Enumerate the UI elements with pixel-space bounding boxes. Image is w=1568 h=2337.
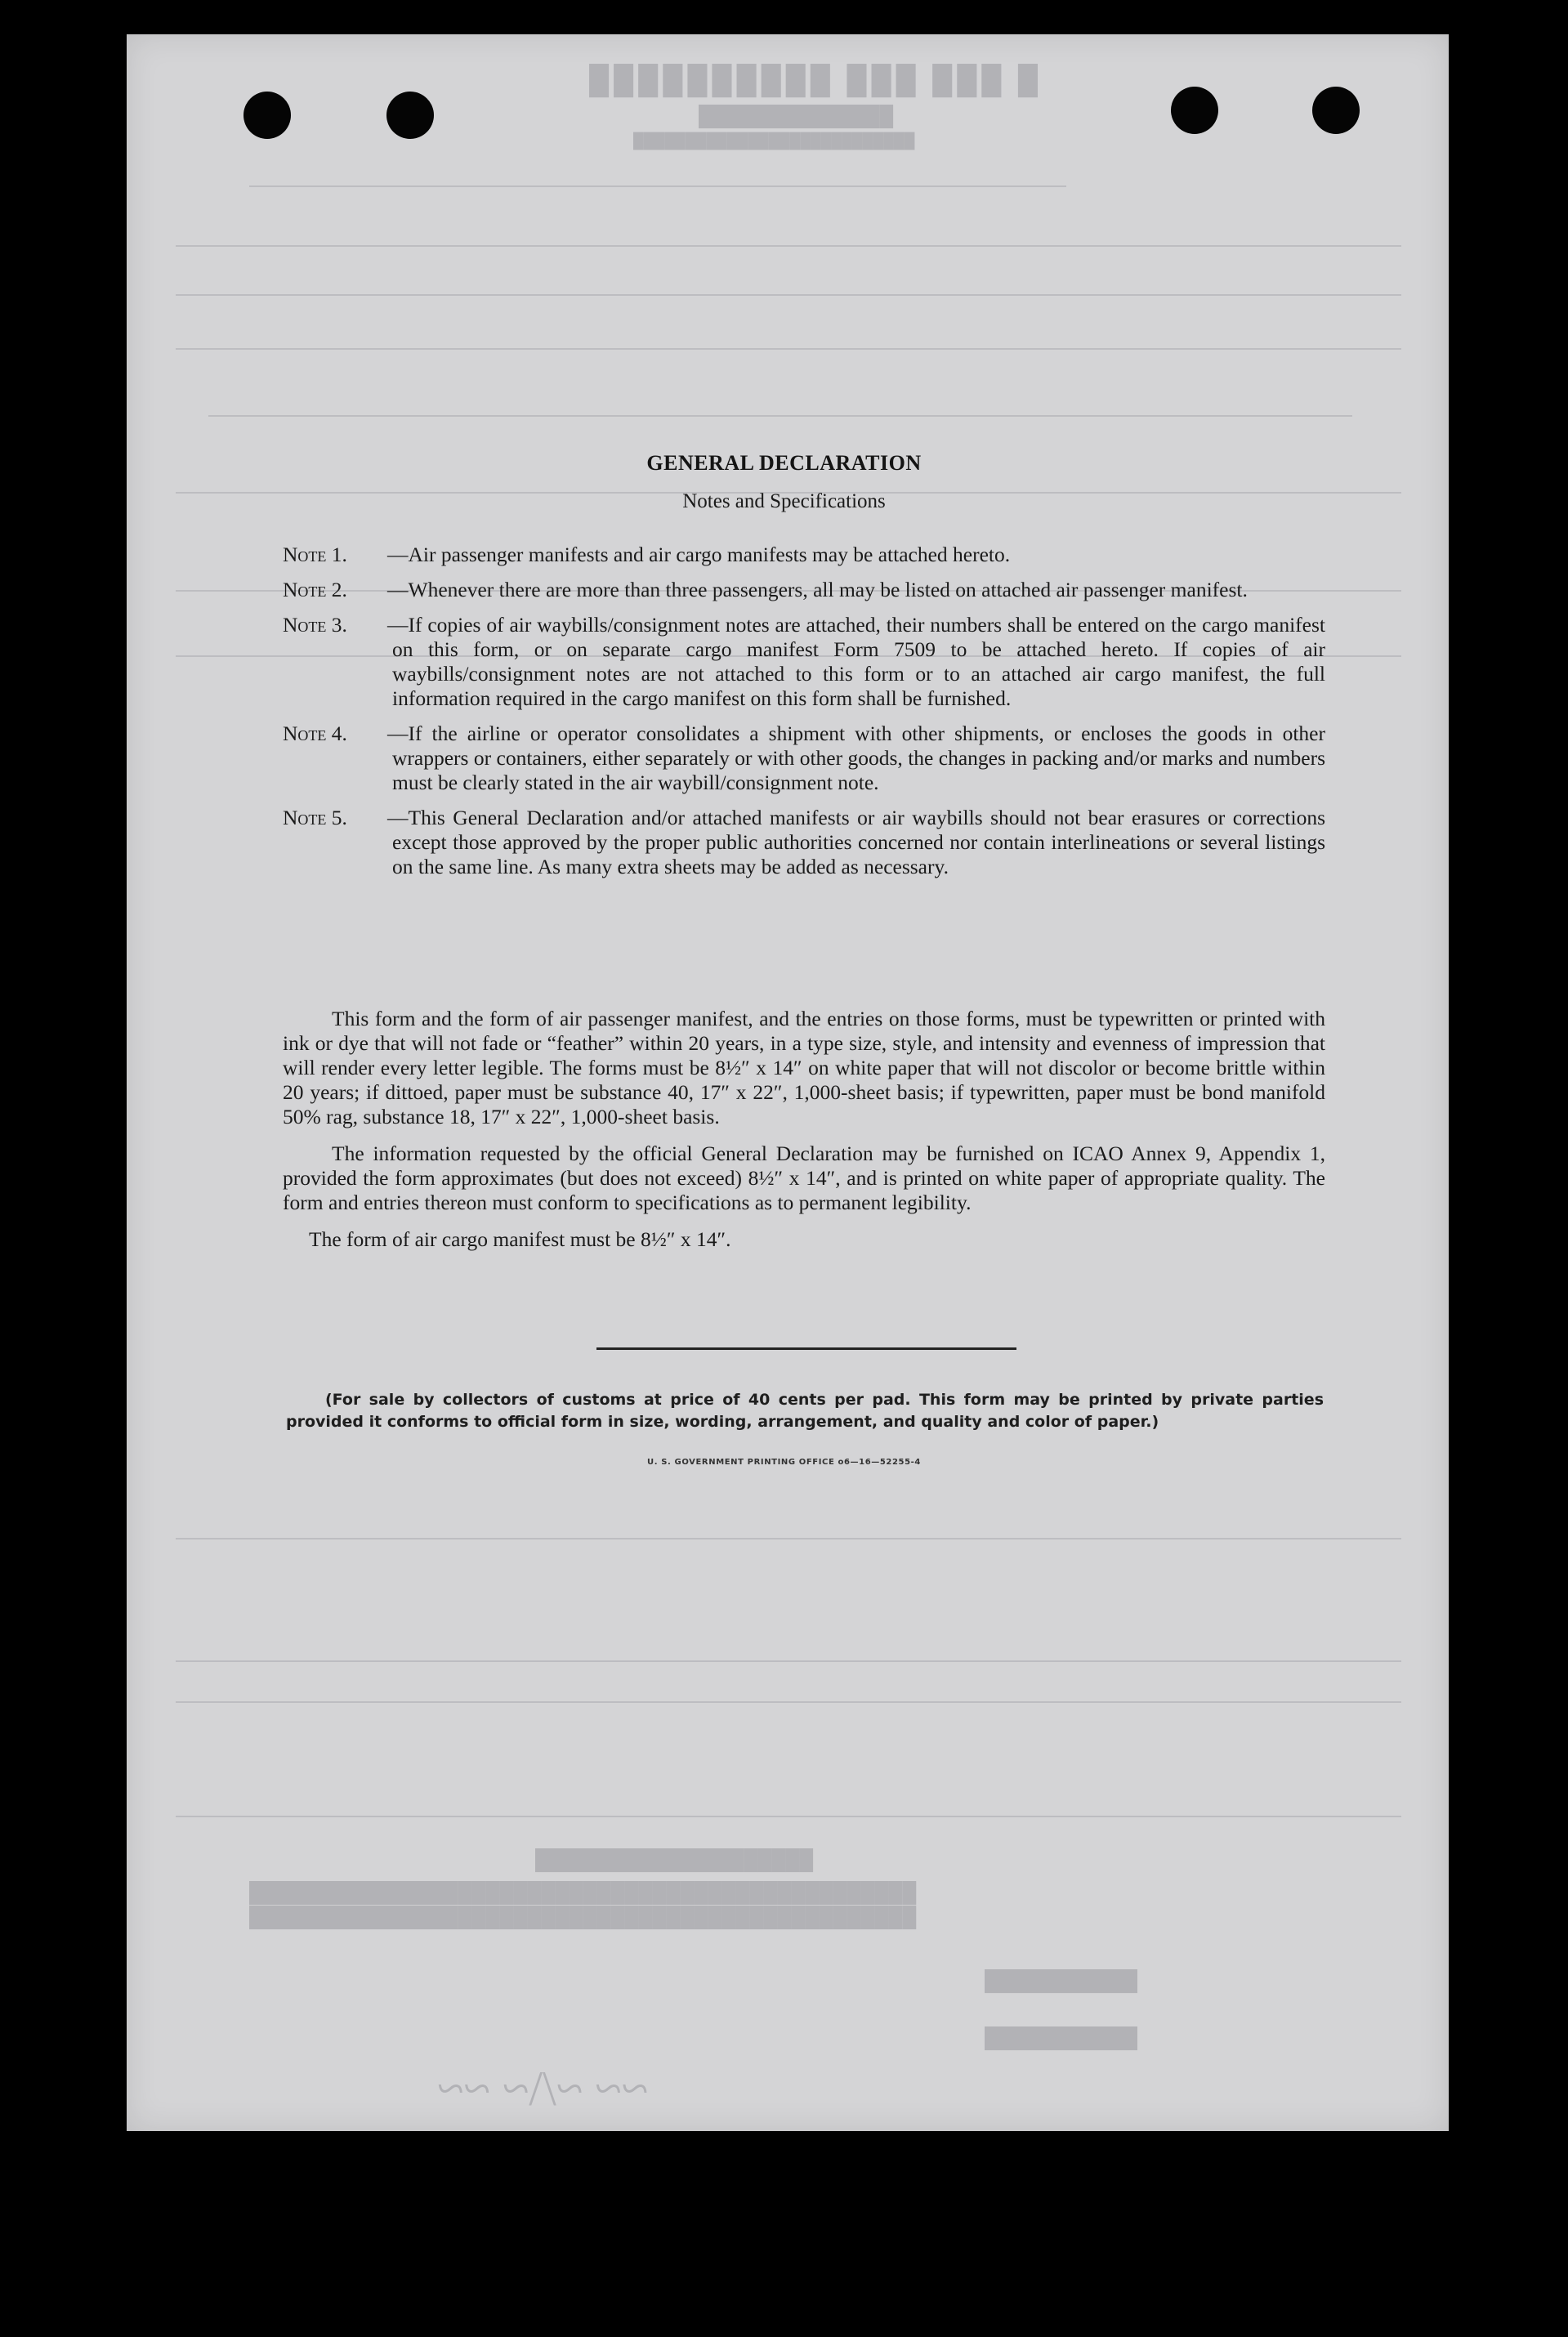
bleed-through-rule [249, 185, 1066, 187]
note-label: Note 3. [283, 613, 347, 637]
sale-note: (For sale by collectors of customs at price of 40 cents per pad. This form may be printed by private parties provided it conforms to official form in size, wording, arrangement, and quality and color of paper.) [286, 1391, 1324, 1431]
note-text: —If the airline or operator consolidates a shipment with other shipments, or encloses the goods in other wrappers or containers, either separately or with other goods, the changes in packing and/or marks and numbers must be clearly stated in the air waybill/consignment note. [387, 722, 1325, 794]
bleed-through-rule [176, 1538, 1401, 1539]
note-text: —Whenever there are more than three passengers, all may be listed on attached air passenger manifest. [387, 578, 1248, 601]
note-item [283, 806, 1325, 879]
note-label: Note 2. [283, 578, 347, 601]
notes-list [283, 543, 1325, 890]
bleed-through-line: ████████████████████████████████████████████████ [249, 1883, 917, 1904]
bleed-through-line: ███████████ [985, 2028, 1138, 2049]
note-label: Note 1. [283, 543, 347, 566]
bleed-through-heading: █ ███ ███ ██████████ [584, 65, 1039, 96]
bleed-through-rule [176, 1816, 1401, 1817]
bleed-through-rule [176, 245, 1401, 247]
bleed-through-rule [208, 415, 1352, 417]
bleed-through-line: ██████████████ [699, 106, 894, 127]
page-title: GENERAL DECLARATION [646, 451, 922, 475]
specifications-body [283, 1007, 1325, 1264]
note-text: —This General Declaration and/or attached manifests or air waybills should not bear erasures or corrections except those approved by the proper public authorities concerned nor contain interlineations or several listings on the same line. As many extra sheets may be added as necessary. [387, 806, 1325, 878]
bleed-through-rule [176, 1701, 1401, 1703]
bleed-through-rule [176, 1660, 1401, 1662]
bleed-through-line: ███████████████████████████ [633, 132, 915, 149]
note-item [283, 722, 1325, 795]
bleed-through-line: ███████████ [985, 1971, 1138, 1992]
punch-hole-right-2 [1312, 87, 1360, 134]
note-text: —Air passenger manifests and air cargo manifests may be attached hereto. [387, 543, 1011, 566]
note-label: Note 4. [283, 722, 347, 745]
bleed-through-signature: ~~ ~/\~ ~~ [437, 2062, 649, 2116]
specification-paragraph: This form and the form of air passenger manifest, and the entries on those forms, must be typewritten or printed with ink or dye that will not fade or “feather” within 20 years, in a type size, style, and intensity and evenness of impression that will render every letter legible. The forms must be 8½″ x 14″ on white paper that will not discolor or become brittle within 20 years; if dittoed, paper must be substance 40, 17″ x 22″, 1,000-sheet basis; if typewritten, paper must be bond manifold 50% rag, substance 18, 17″ x 22″, 1,000-sheet basis. [283, 1007, 1325, 1128]
note-text: —If copies of air waybills/consignment notes are attached, their numbers shall be entered on the cargo manifest on this form, or on separate cargo manifest Form 7509 to be attached hereto. If copies of air waybills/consignment notes are not attached to this form or to an attached air cargo manifest, the full information required in the cargo manifest on this form shall be furnished. [387, 613, 1325, 710]
note-label: Note 5. [283, 806, 347, 829]
punch-hole-right-1 [1171, 87, 1218, 134]
page-subtitle: Notes and Specifications [682, 490, 886, 512]
punch-hole-left-1 [243, 92, 291, 139]
printer-imprint: U. S. GOVERNMENT PRINTING OFFICE o6—16—52255-4 [647, 1458, 921, 1467]
bleed-through-rule [176, 348, 1401, 350]
divider [596, 1347, 1016, 1350]
bleed-through-line: ████████████████████████████████████████████████ [249, 1907, 917, 1928]
note-item [283, 543, 1325, 567]
bleed-through-rule [176, 294, 1401, 296]
bleed-through-line: ████████████████████ [535, 1850, 814, 1871]
specification-paragraph: The information requested by the official General Declaration may be furnished on ICAO Annex 9, Appendix 1, provided the form approximates (but does not exceed) 8½″ x 14″, and is printed on white paper of appropriate quality. The form and entries thereon must conform to specifications as to permanent legibility. [283, 1142, 1325, 1214]
specification-paragraph: The form of air cargo manifest must be 8½″ x 14″. [309, 1227, 731, 1251]
note-item [283, 578, 1325, 602]
note-item [283, 613, 1325, 711]
punch-hole-left-2 [386, 92, 434, 139]
